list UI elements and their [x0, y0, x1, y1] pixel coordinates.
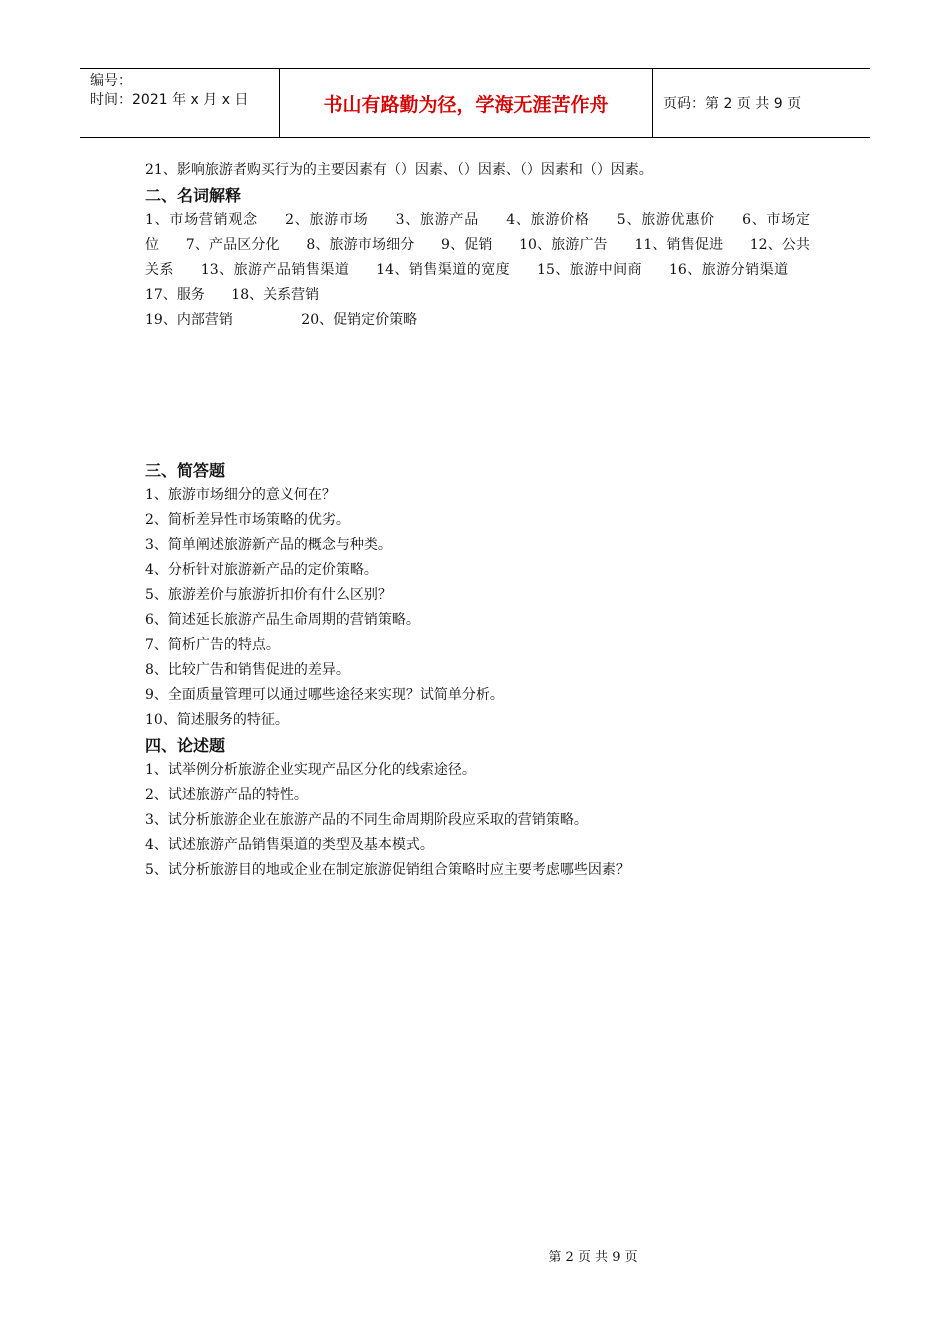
section-heading-essay: 四、论述题 — [145, 736, 226, 755]
essay-item: 4、试述旅游产品销售渠道的类型及基本模式。 — [145, 837, 434, 853]
number-label: 编号： — [90, 73, 132, 89]
document-body — [145, 158, 810, 883]
section-heading-terms: 二、名词解释 — [145, 186, 242, 205]
term-item: 7、产品区分化 — [185, 237, 280, 253]
term-item: 3、旅游产品 — [395, 212, 480, 228]
term-item: 18、关系营销 — [231, 287, 320, 303]
term-item: 20、促销定价策略 — [301, 312, 418, 328]
question-item: 3、简单阐述旅游新产品的概念与种类。 — [145, 537, 392, 553]
page-header — [80, 68, 870, 138]
page-footer: 第 2 页 共 9 页 — [548, 1250, 638, 1265]
time-label: 时间：2021 年 x 月 x 日 — [90, 92, 249, 108]
essay-item: 1、试举例分析旅游企业实现产品区分化的线索途径。 — [145, 762, 476, 778]
header-meta — [80, 69, 280, 137]
term-item: 11、销售促进 — [634, 237, 724, 253]
term-item: 6、市场定位 — [145, 212, 810, 253]
essay-item: 3、试分析旅游企业在旅游产品的不同生命周期阶段应采取的营销策略。 — [145, 812, 588, 828]
term-item: 9、促销 — [441, 237, 493, 253]
term-list — [145, 208, 810, 308]
question-item: 6、简述延长旅游产品生命周期的营销策略。 — [145, 612, 420, 628]
question-item: 1、旅游市场细分的意义何在？ — [145, 487, 336, 503]
essay-item: 2、试述旅游产品的特性。 — [145, 787, 308, 803]
term-item: 1、市场营销观念 — [145, 212, 258, 228]
question-item: 9、全面质量管理可以通过哪些途径来实现？试简单分析。 — [145, 687, 504, 703]
term-list-last-line — [145, 308, 810, 333]
intro-question: 21、影响旅游者购买行为的主要因素有（）因素、（）因素、（）因素和（）因素。 — [145, 162, 653, 178]
question-item: 4、分析针对旅游新产品的定价策略。 — [145, 562, 378, 578]
section-heading-short-answer: 三、简答题 — [145, 461, 226, 480]
question-item: 2、简析差异性市场策略的优劣。 — [145, 512, 350, 528]
motto: 书山有路勤为径，学海无涯苦作舟 — [280, 69, 653, 137]
question-item: 5、旅游差价与旅游折扣价有什么区别？ — [145, 587, 392, 603]
term-item: 4、旅游价格 — [506, 212, 590, 228]
spacer — [145, 333, 810, 458]
term-item: 8、旅游市场细分 — [306, 237, 415, 253]
term-item: 14、销售渠道的宽度 — [376, 262, 511, 278]
term-item: 17、服务 — [145, 287, 205, 303]
question-item: 7、简析广告的特点。 — [145, 637, 280, 653]
term-item: 12、公共关系 — [145, 237, 811, 278]
essay-item: 5、试分析旅游目的地或企业在制定旅游促销组合策略时应主要考虑哪些因素？ — [145, 862, 630, 878]
term-item: 15、旅游中间商 — [537, 262, 643, 278]
term-item: 5、旅游优惠价 — [616, 212, 715, 228]
question-item: 10、简述服务的特征。 — [145, 712, 289, 728]
page-indicator: 页码：第 2 页 共 9 页 — [663, 96, 802, 112]
question-item: 8、比较广告和销售促进的差异。 — [145, 662, 350, 678]
term-item: 16、旅游分销渠道 — [669, 262, 789, 278]
term-item: 2、旅游市场 — [285, 212, 369, 228]
term-item: 13、旅游产品销售渠道 — [200, 262, 350, 278]
term-item: 10、旅游广告 — [519, 237, 608, 253]
term-item: 19、内部营销 — [145, 312, 233, 328]
